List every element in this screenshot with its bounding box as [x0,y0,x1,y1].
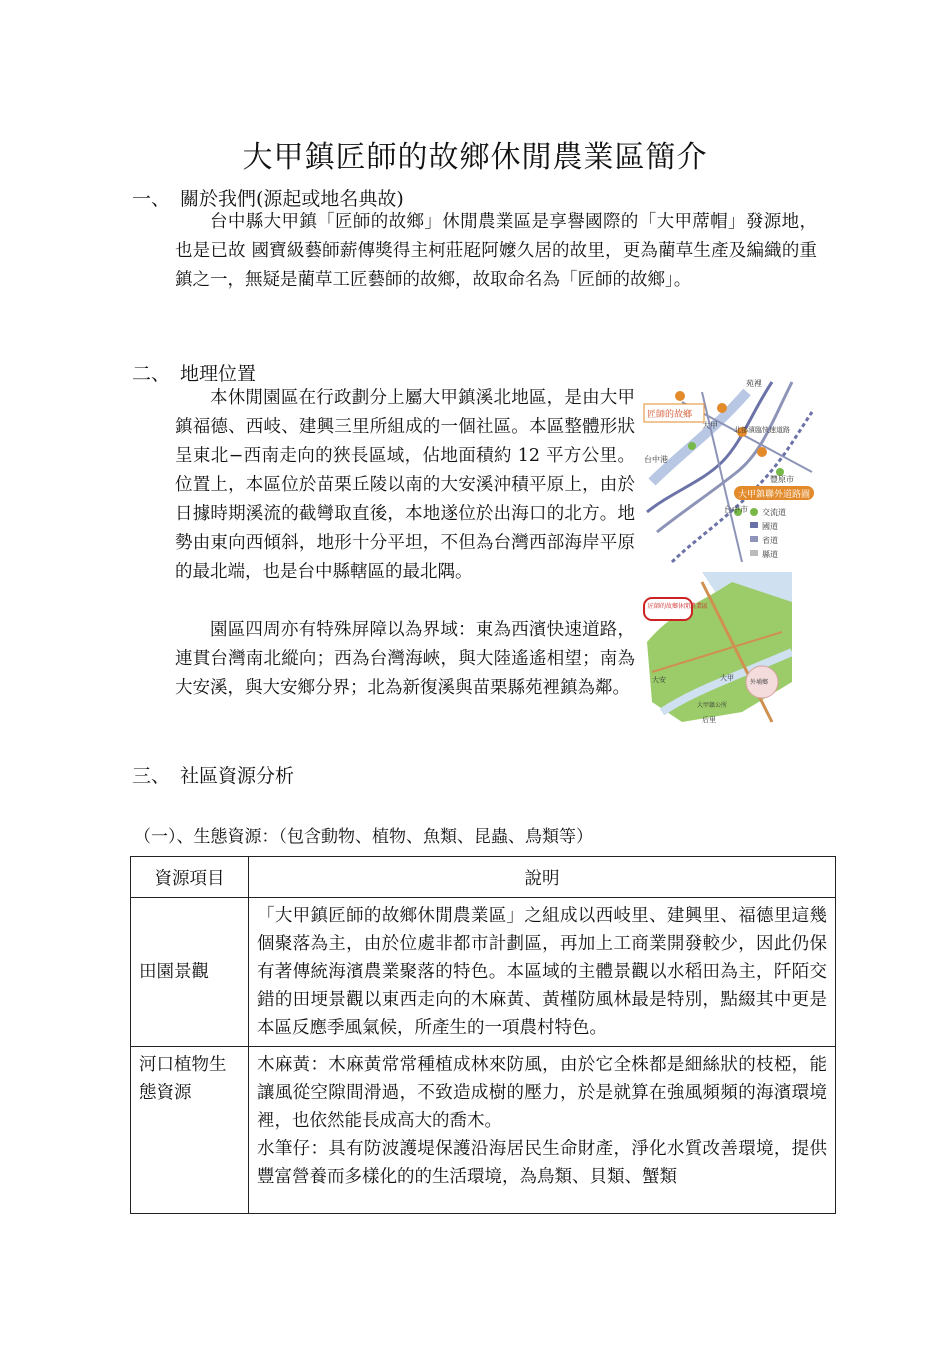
map1-legend-title: 大甲鎮聯外道路圖 [738,490,811,500]
map1-label-port: 台中港 [644,455,668,464]
map1-label-yuanli: 苑裡 [746,379,762,388]
road-map-svg [642,372,817,572]
resource-desc: 「大甲鎮匠師的故鄉休閒農業區」之組成以西岐里、建興里、福德里這幾個聚落為主，由於位處非都市計劃區，再加上工商業開發較少，因此仍保有著傳統海濱農業聚落的特色。本區域的主體景觀以水稻田為主，阡陌交錯的田埂景觀以東西走向的木麻黃、黃槿防風林最是特別，點綴其中更是本區反應季風氣候，所產生的一項農村特色。 [249,898,836,1047]
map2-label-dajia: 大甲 [720,674,734,682]
column-header: 資源項目 [131,857,249,898]
area-map-image [642,572,792,734]
section-title: 關於我們(源起或地名典故) [180,188,404,210]
section-title: 社區資源分析 [180,765,295,787]
section-number: 二、 [132,363,171,385]
table-header-row [131,857,836,898]
section-title: 地理位置 [180,363,257,385]
eco-resource-table [130,856,836,1216]
column-header: 說明 [249,857,836,898]
location-paragraph-2: 園區四周亦有特殊屏障以為界域：東為西濱快速道路，連貫台灣南北縱向；西為台灣海峽，與大陸遙遙相望；南為大安溪，與大安鄉分界；北為新復溪與苗栗縣苑裡鎮為鄰。 [175,620,635,698]
section-number: 三、 [132,765,171,787]
page-bottom-mask [130,1214,840,1354]
map1-label-home: 匠師的故鄉 [647,410,693,420]
area-map-svg [642,572,792,734]
about-paragraph: 台中縣大甲鎮「匠師的故鄉」休閒農業區是享譽國際的「大甲蓆帽」發源地，也是已故 國寶級藝師薪傳獎得主柯莊屘阿嬤久居的故里，更為藺草生產及編織的重鎮之一，無疑是藺草工匠藝師的故鄉，故取命名為「匠師的故鄉」。 [175,212,817,290]
resource-desc-cell [249,1047,836,1216]
road-map-image [642,372,817,572]
table-row [131,1047,836,1216]
section-number: 一、 [132,188,171,210]
map1-label-expressway: 北部濱臨快速道路 [734,426,790,434]
page-title: 大甲鎮匠師的故鄉休閒農業區簡介 [242,140,708,175]
map2-label-area: 匠師的故鄉休閒農業區 [648,603,709,610]
resource-desc: 木麻黃：木麻黃常常種植成林來防風，由於它全株都是細絲狀的枝椏，能讓風從空隙間滑過，不致造成樹的壓力，於是就算在強風頻頻的海濱環境裡，也依然能長成高大的喬木。 [257,1055,827,1131]
map2-label-houli: 后里 [702,716,716,724]
table-row [131,898,836,1047]
eco-caption: （一）、生態資源：（包含動物、植物、魚類、昆蟲、鳥類等） [134,827,593,847]
table-bottom-border [130,1213,836,1214]
map1-legend-item: 省道 [762,536,778,545]
section-heading-location [132,359,256,386]
location-paragraph-1: 本休閒園區在行政劃分上屬大甲鎮溪北地區，是由大甲鎮福德、西岐、建興三里所組成的一個社區。本區整體形狀呈東北−西南走向的狹長區域，佔地面積約 12 平方公里。位置上，本區位於苗栗丘陵以南的大安溪沖積平原上，由於日據時期溪流的截彎取直後，本地遂位於出海口的北方。地勢由東向西傾斜，地形十分平坦，不但為台灣西部海岸平原的最北端，也是台中縣轄區的最北隅。 [175,388,635,582]
map1-legend-item: 交流道 [762,508,786,517]
map1-label-dajia: 大甲 [702,421,718,430]
map2-label-waipu: 外埔鄉 [750,679,769,686]
section-heading-about [132,184,404,211]
section-heading-resources [132,761,294,788]
map1-legend-item: 縣道 [762,550,778,559]
map2-label-office: 大甲鎮公所 [697,702,728,709]
resource-item: 田園景觀 [131,898,249,1047]
map1-label-city: 台中市 [724,505,748,514]
map1-legend-item: 國道 [762,522,778,531]
map1-label-fengyuan: 豐原市 [770,475,794,484]
resource-desc: 水筆仔：具有防波護堤保護沿海居民生命財產，淨化水質改善環境，提供豐富營養而多樣化的的生活環境，為鳥類、貝類、蟹類 [257,1139,827,1187]
resource-item: 河口植物生態資源 [131,1047,249,1216]
map2-label-daan: 大安 [652,676,666,684]
